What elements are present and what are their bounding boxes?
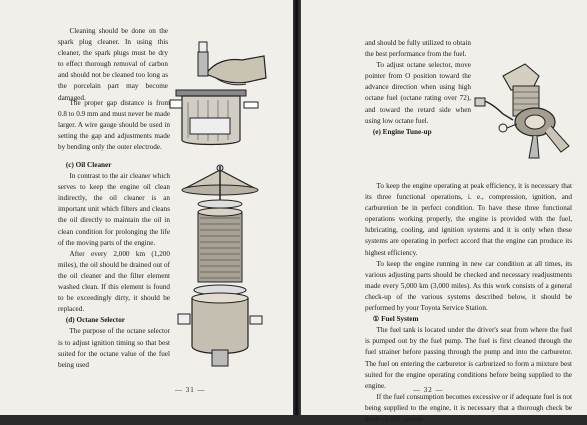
right-page [301, 0, 587, 423]
page-number-right: — 32 — [413, 386, 444, 394]
paragraph-octane-purpose: The purpose of the octane selector is to adjust ignition timing so that best suited for the octane value of the fuel being used [58, 327, 170, 369]
left-text-top [58, 26, 168, 104]
paragraph-fuel-system-1: The fuel tank is located under the driver's seat from where the fuel is pumped out by the fuel pump. The fuel is first cleaned through the fuel strainer before passing through the pump and into the carburetor. The fuel on entering the carburetor is carburized to form a mixture best suited for the engine operating conditions before being supplied to the engine. [365, 326, 572, 390]
left-text-gap [58, 98, 170, 153]
left-text-oil [58, 160, 170, 371]
paragraph-tune-up-1: To keep the engine operating at peak efficiency, it is necessary that its three functional operations, i. e., compression, ignition, and carburetion be in perfect condition. To have these three functional operations working properly, the engine is provided with the fuel, lubricating, cooling, and ignition systems and it is only when these systems are operating in perfect accord that the engine can produce its highest efficiency. [365, 182, 572, 257]
paragraph-plug-cleaning: Cleaning should be done on the spark plug cleaner. In using this cleaner, the spark plugs must be dry to effect thorough removal of carbon and should not be cleaned too long as the porcelain part may become damaged. [58, 27, 168, 102]
paragraph-oil-cleaner-1: In contrast to the air cleaner which serves to keep the engine oil clean indirectly, the oil cleaner is an important unit which filters and cleans the oil directly to maintain the oil in clean condition for prolonging the life of the moving parts of the engine. [58, 172, 170, 247]
oil-cleaner-icon [172, 164, 268, 378]
octane-selector-icon [473, 58, 579, 166]
paragraph-fuel-system-2: If the fuel consumption becomes excessive or if adequate fuel is not being supplied to the engine, it is necessary that a thorough check be made of this system. [365, 392, 572, 423]
heading-fuel-system: ① Fuel System [372, 315, 419, 324]
spark-plug-cleaner-icon [168, 32, 270, 150]
heading-octane-selector: (d) Octane Selector [65, 316, 125, 325]
heading-engine-tune-up: (e) Engine Tune-up [372, 127, 432, 136]
heading-oil-cleaner: (c) Oil Cleaner [65, 161, 112, 169]
paragraph-tune-up-2: To keep the engine running in new car condition at all times, its various adjusting parts should be checked and necessary readjustments made every 5,000 km (3,000 miles). As this work consists of a general check-up of the various systems described below, it should be performed by your Toyota Service Station. [365, 259, 572, 313]
book-gutter [293, 0, 301, 415]
paragraph-fuel-utilized: and should be fully utilized to obtain the best performance from the fuel. [365, 39, 471, 59]
paragraph-gap-distance: The proper gap distance is from 0.8 to 0.9 mm and must never be made larger. A wire gauge should be used in setting the gap and adjustments made by bending only the outer electrode. [58, 99, 170, 152]
left-page [0, 0, 293, 415]
page-number-left: — 31 — [175, 386, 206, 394]
paragraph-oil-cleaner-2: After every 2,000 km (1,200 miles), the oil should be drained out of the oil cleaner and the filter element washed clean. If this element is found to be exceedingly dirty, it should be replaced. [58, 249, 170, 314]
paragraph-adjust-octane: To adjust octane selector, move pointer from O position toward the advance direction when using high octane fuel (octane rating over 72), and toward the retard side when using low octane fuel. [365, 61, 471, 125]
right-text-main [365, 181, 572, 425]
right-text-top [365, 38, 471, 138]
